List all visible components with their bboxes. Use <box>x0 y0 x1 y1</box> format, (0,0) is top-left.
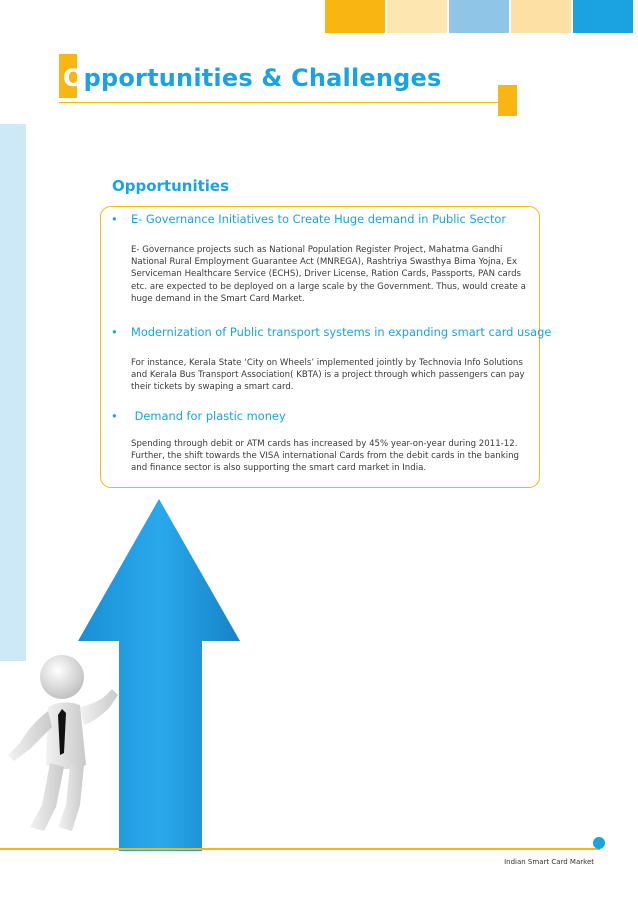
color-block <box>325 0 385 33</box>
top-color-bar <box>325 0 633 33</box>
footer-text: Indian Smart Card Market <box>504 858 594 866</box>
bullet-icon: • <box>111 212 118 226</box>
color-block <box>573 0 633 33</box>
item-heading-text: Modernization of Public transport systems in expanding smart card usage <box>131 325 552 339</box>
heading-underline <box>59 102 517 103</box>
color-block <box>387 0 447 33</box>
bullet-icon: • <box>111 325 118 339</box>
item-heading-text: E- Governance Initiatives to Create Huge demand in Public Sector <box>131 212 507 226</box>
heading-corner-block <box>498 85 517 116</box>
section-title: Opportunities <box>112 177 230 195</box>
item-heading <box>111 409 286 423</box>
color-block <box>511 0 571 33</box>
footer-dot <box>593 837 605 849</box>
item-heading <box>111 212 506 226</box>
bullet-icon: • <box>111 409 118 423</box>
item-body: E- Governance projects such as National Population Register Project, Mahatma Gandhi National Rural Employment Guarantee Act (MNREGA), Rashtriya Swasthya Bima Yojna, Ex Serviceman Healthcare Service (ECHS), Driver License, Ration Cards, Passports, PAN cards etc. are expected to be deployed on a large scale by the Government. Thus, would create a huge demand in the Smart Card Market. <box>131 245 526 304</box>
page-title-initial: O <box>63 64 84 92</box>
item-heading <box>111 325 551 339</box>
footer-rule <box>0 848 600 850</box>
page-title <box>63 64 442 92</box>
item-body: Spending through debit or ATM cards has increased by 45% year-on-year during 2011-12. Further, the shift towards the VISA international Cards from the debit cards in the banking and finance sector is also supporting the smart card market in India. <box>131 439 519 474</box>
item-heading-text: Demand for plastic money <box>131 409 286 423</box>
item-body: For instance, Kerala State ‘City on Wheels’ implemented jointly by Technovia Info Solutions and Kerala Bus Transport Association( KBTA) is a project through which passengers can pay their tickets by swaping a smart card. <box>131 358 525 393</box>
color-block <box>449 0 509 33</box>
page-title-rest: pportunities & Challenges <box>83 64 442 92</box>
person-leaning-icon <box>0 655 130 835</box>
left-side-strip <box>0 124 26 661</box>
